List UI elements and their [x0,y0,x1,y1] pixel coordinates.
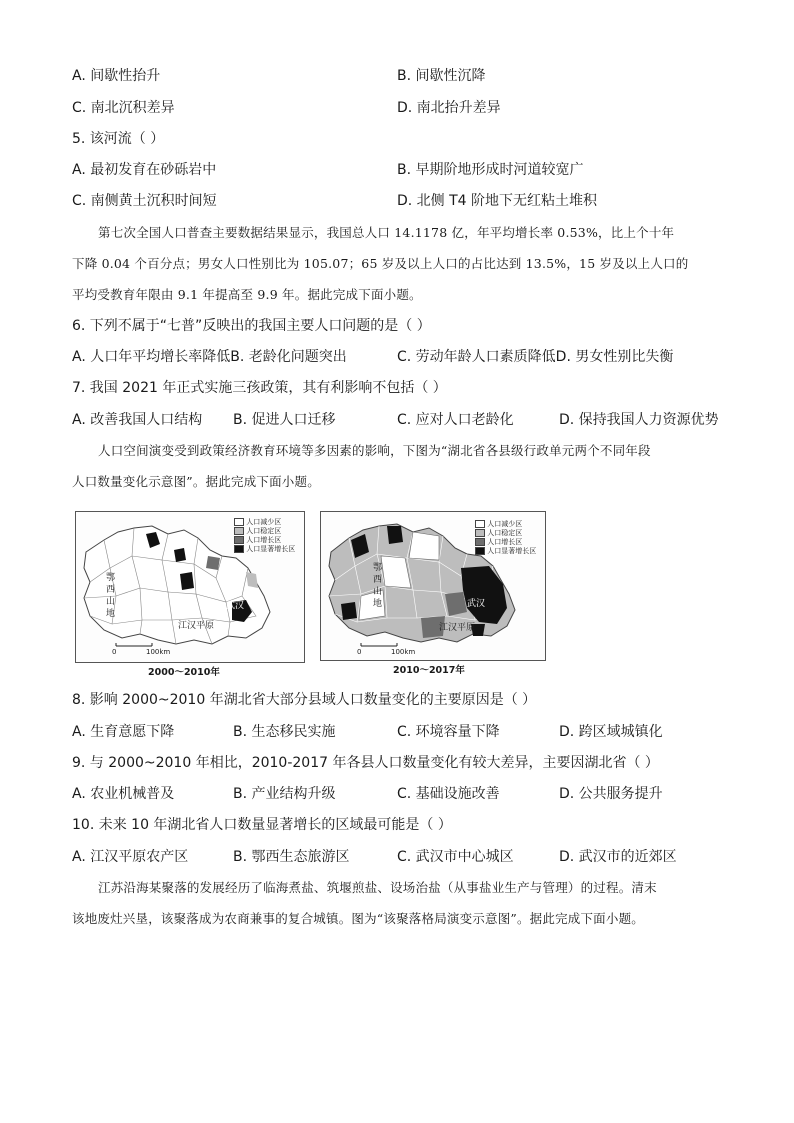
q6-stem: 6. 下列不属于“七普”反映出的我国主要人口问题的是（ ） [72,318,431,334]
legend-stable [234,527,295,536]
legend-swatch [475,538,485,546]
q4-option-c: C. 南北沉积差异 [72,100,175,116]
legend-significant [234,545,295,554]
q5-option-c: C. 南侧黄土沉积时间短 [72,193,217,209]
passage1-line2: 下降 0.04 个百分点；男女人口性别比为 105.07；65 岁及以上人口的占比达到 13.5%，15 岁及以上人口的 [72,256,689,271]
legend-swatch [475,547,485,555]
map1-scale-zero: 0 [112,648,117,656]
q10-stem: 10. 未来 10 年湖北省人口数量显著增长的区域最可能是（ ） [72,817,452,833]
legend-swatch [234,518,244,526]
q7-option-b: B. 促进人口迁移 [233,412,336,428]
q7-option-c: C. 应对人口老龄化 [397,412,514,428]
q9-option-b: B. 产业结构升级 [233,786,336,802]
map2-caption: 2010～2017年 [393,665,465,676]
q8-stem: 8. 影响 2000~2010 年湖北省大部分县域人口数量变化的主要原因是（ ） [72,692,537,708]
map2-scale-zero: 0 [357,648,362,656]
q10-option-c: C. 武汉市中心城区 [397,849,514,865]
map-2010-2017 [320,511,546,661]
q9-stem: 9. 与 2000~2010 年相比，2010-2017 年各县人口数量变化有较大差异，主要因湖北省（ ） [72,755,659,771]
q8-option-a: A. 生育意愿下降 [72,724,175,740]
passage3-line2: 该地废灶兴垦，该聚落成为农商兼事的复合城镇。图为“该聚落格局演变示意图”。据此完成下面小题。 [72,911,644,926]
map1-plain-label: 江汉平原 [178,621,215,631]
legend-growth [234,536,295,545]
q10-option-d: D. 武汉市的近郊区 [559,849,677,865]
legend-swatch [234,545,244,553]
legend-decrease [475,520,536,529]
legend-growth [475,538,536,547]
legend-label: 人口稳定区 [246,527,282,535]
q7-option-a: A. 改善我国人口结构 [72,412,203,428]
legend-swatch [234,527,244,535]
q5-stem: 5. 该河流（ ） [72,131,165,147]
q8-option-b: B. 生态移民实施 [233,724,336,740]
q9-option-c: C. 基础设施改善 [397,786,500,802]
q10-option-b: B. 鄂西生态旅游区 [233,849,350,865]
map1-scale-label: 100km [146,648,171,656]
legend-stable [475,529,536,538]
q4-option-b: B. 间歇性沉降 [397,68,486,84]
map2-scale-label: 100km [391,648,416,656]
q4-option-a: A. 间歇性抬升 [72,68,161,84]
q8-option-d: D. 跨区域城镇化 [559,724,663,740]
legend-swatch [234,536,244,544]
passage2-line1: 人口空间演变受到政策经济教育环境等多因素的影响，下图为“湖北省各县级行政单元两个不同年段 [98,443,651,458]
map-2000-2010 [75,511,305,663]
q8-option-c: C. 环境容量下降 [397,724,500,740]
map1-legend [234,518,295,554]
q6-options-ab: A. 人口年平均增长率降低B. 老龄化问题突出 [72,349,347,365]
q5-option-a: A. 最初发育在砂砾岩中 [72,162,217,178]
q7-stem: 7. 我国 2021 年正式实施三孩政策，其有利影响不包括（ ） [72,380,447,396]
map2-region-dark-b [387,526,403,544]
map2-legend [475,520,536,556]
map2-region-white-b [409,532,439,560]
passage1-line3: 平均受教育年限由 9.1 年提高至 9.9 年。据此完成下面小题。 [72,287,422,302]
legend-label: 人口显著增长区 [246,545,296,553]
q6-options-cd: C. 劳动年龄人口素质降低D. 男女性别比失衡 [397,349,674,365]
legend-label: 人口减少区 [487,520,523,528]
q4-option-d: D. 南北抬升差异 [397,100,501,116]
map2-plain-label: 江汉平原 [439,623,476,633]
legend-label: 人口增长区 [487,538,523,546]
legend-decrease [234,518,295,527]
map1-caption: 2000～2010年 [148,667,220,678]
q10-option-a: A. 江汉平原农产区 [72,849,189,865]
legend-label: 人口增长区 [246,536,282,544]
map1-region-grey-a [206,556,220,570]
map2-region-dark-c [341,602,357,620]
legend-swatch [475,529,485,537]
q5-option-b: B. 早期阶地形成时河道较宽广 [397,162,584,178]
q7-option-d: D. 保持我国人力资源优势 [559,412,719,428]
map2-city-label: 武汉 [467,599,486,609]
map1-city-label: 武汉 [226,601,245,611]
legend-label: 人口稳定区 [487,529,523,537]
legend-significant [475,547,536,556]
passage3-line1: 江苏沿海某聚落的发展经历了临海煮盐、筑堰煎盐、设场治盐（从事盐业生产与管理）的过程。清末 [98,880,657,895]
legend-label: 人口减少区 [246,518,282,526]
map1-region-dark-b [174,548,186,562]
map1-west-label: 鄂西山地 [106,573,116,619]
passage2-line2: 人口数量变化示意图”。据此完成下面小题。 [72,474,320,489]
q9-option-a: A. 农业机械普及 [72,786,175,802]
legend-label: 人口显著增长区 [487,547,537,555]
passage1-line1: 第七次全国人口普查主要数据结果显示，我国总人口 14.1178 亿，年平均增长率 0.53%，比上个十年 [98,225,675,240]
map1-region-dark-c [180,572,194,590]
legend-swatch [475,520,485,528]
q9-option-d: D. 公共服务提升 [559,786,663,802]
q5-option-d: D. 北侧 T4 阶地下无红粘土堆积 [397,193,598,209]
map2-west-label: 鄂西山地 [373,563,383,609]
